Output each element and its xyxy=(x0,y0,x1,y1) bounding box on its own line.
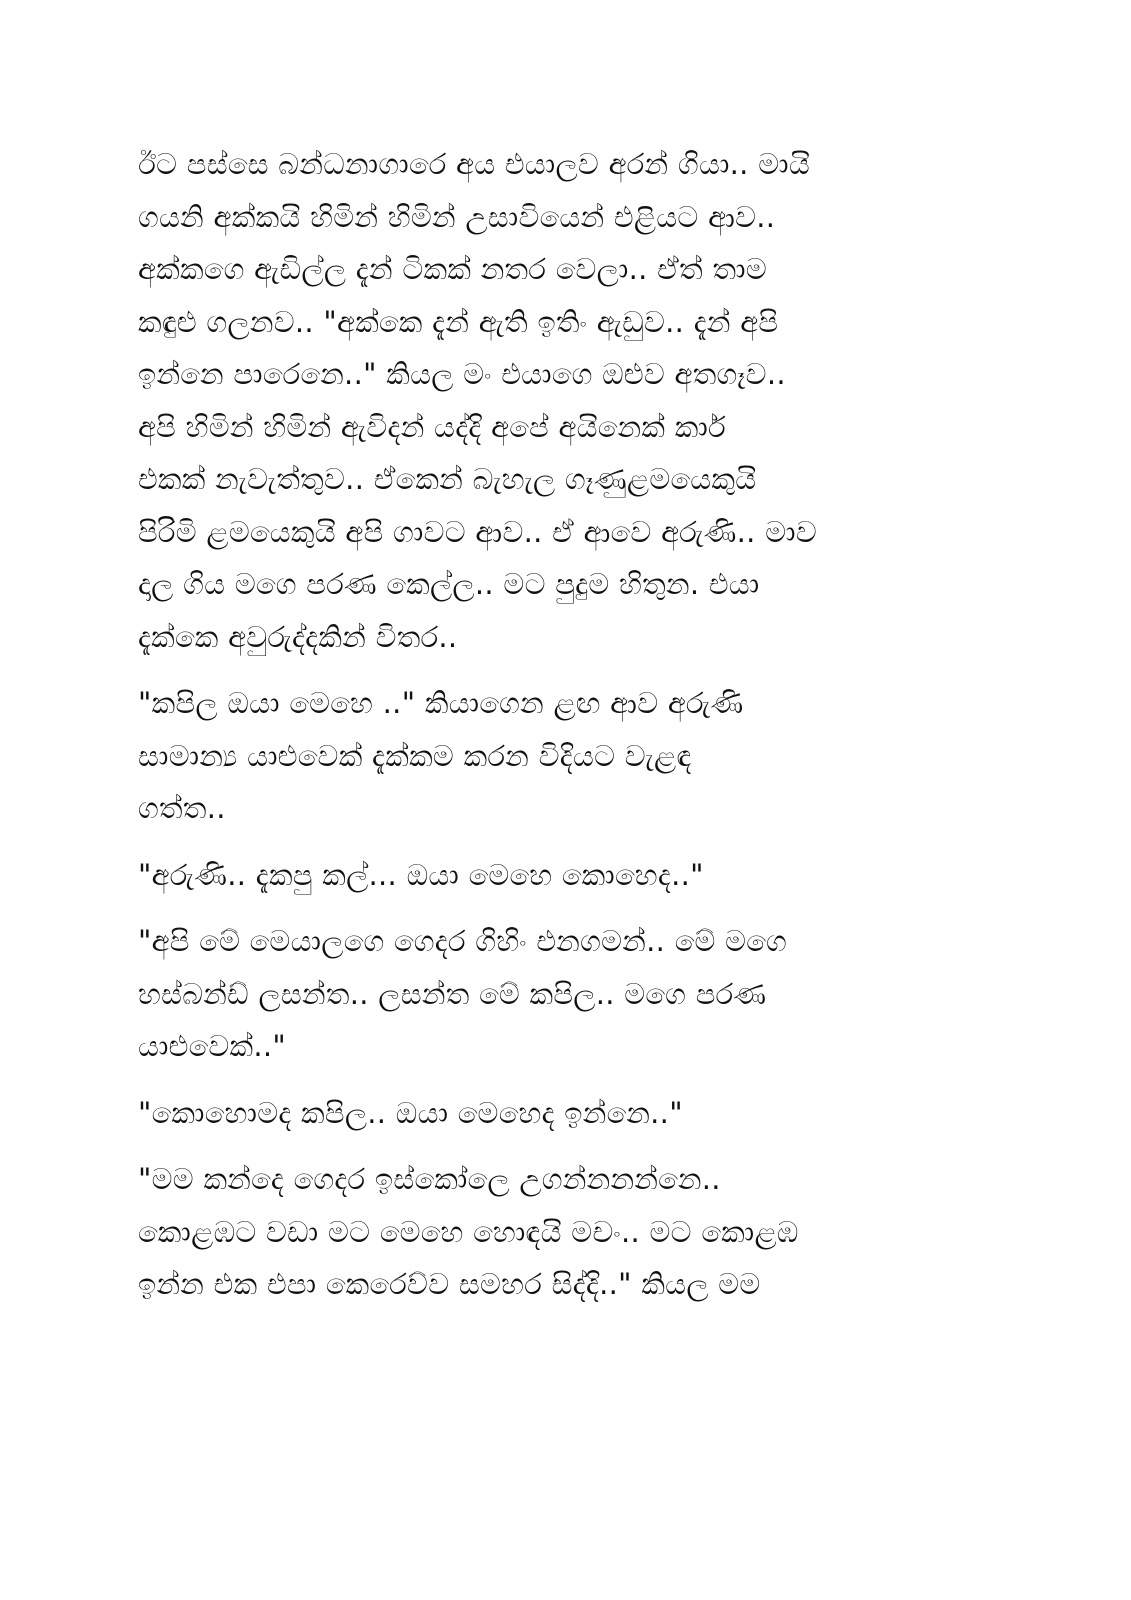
text-line: යාළුවෙක්.." xyxy=(138,1029,287,1063)
paragraph-4 xyxy=(138,915,968,1073)
text-line: කොළඹට වඩා මට මෙහෙ හොඳයි මචං.. මට කොළඹ xyxy=(138,1214,799,1249)
text-line: ගයනි අක්කයි හිමින් හිමින් උසාවියෙන් එළියට ආව.. xyxy=(138,199,776,234)
text-line: සාමාන්‍ය යාළුවෙක් දැක්කම කරන විදියට වැළඳ xyxy=(138,738,692,773)
paragraph-5 xyxy=(138,1087,968,1140)
paragraph-1 xyxy=(138,138,968,663)
story-text xyxy=(138,138,968,1325)
text-line: ඉන්නෙ පාරෙනෙ.." කියල මං එයාගෙ ඔළුව අතගෑව.. xyxy=(138,357,786,391)
paragraph-6 xyxy=(138,1153,968,1311)
text-line: දැක්කෙ අවුරුද්දකින් විතර.. xyxy=(138,619,458,654)
text-line: ගත්ත.. xyxy=(138,791,226,825)
text-line: "කොහොමද කපිල.. ඔයා මෙහෙද ඉන්නෙ.." xyxy=(138,1095,683,1130)
paragraph-3 xyxy=(138,849,968,902)
text-line: දාල ගිය මගෙ පරණ කෙල්ල.. මට පුදුම හිතුන. එයා xyxy=(138,567,760,601)
text-line: "අරුණි.. දැකපු කල්... ඔයා මෙහෙ කොහෙද.." xyxy=(138,857,704,892)
text-line: ඉන්න එක එපා කෙරෙව්ව සමහර සිද්දි.." කියල මම xyxy=(138,1267,761,1301)
text-line: අපි හිමින් හිමින් ඇවිදන් යද්දි අපේ අයිනෙක් කාර් xyxy=(138,409,726,444)
text-line: කඳුළු ගලනව.. "අක්කෙ දැන් ඇති ඉතිං ඇඩුව.. දැන් අපි xyxy=(138,304,779,339)
text-line: පිරිමි ළමයෙකුයි අපි ගාවට ආව.. ඒ ආවෙ අරුණි.. මාව xyxy=(138,514,818,549)
paragraph-2 xyxy=(138,677,968,835)
text-line: එකක් නැවැත්තුව.. ඒකෙන් බැහැල ගෑණුළමයෙකුයි xyxy=(138,462,757,496)
text-line: "අපි මේ මෙයාලගෙ ගෙදර ගිහිං එනගමන්.. මේ මගෙ xyxy=(138,924,788,958)
text-line: ඊට පස්සෙ බන්ධනාගාරෙ අය එයාලව අරන් ගියා.. මායි xyxy=(138,147,811,181)
text-line: "මම කන්දෙ ගෙදර ඉස්කෝලෙ උගන්නනන්නෙ.. xyxy=(138,1162,721,1196)
text-line: "කපිල ඔයා මෙහෙ .." කියාගෙන ළඟ ආව අරුණි xyxy=(138,686,744,720)
text-line: හස්බන්ඩ් ලසන්ත.. ලසන්ත මේ කපිල.. මගෙ පරණ xyxy=(138,976,767,1011)
text-line: අක්කගෙ ඇඩිල්ල දැන් ටිකක් නතර වෙලා.. ඒත් තාම xyxy=(138,252,767,286)
